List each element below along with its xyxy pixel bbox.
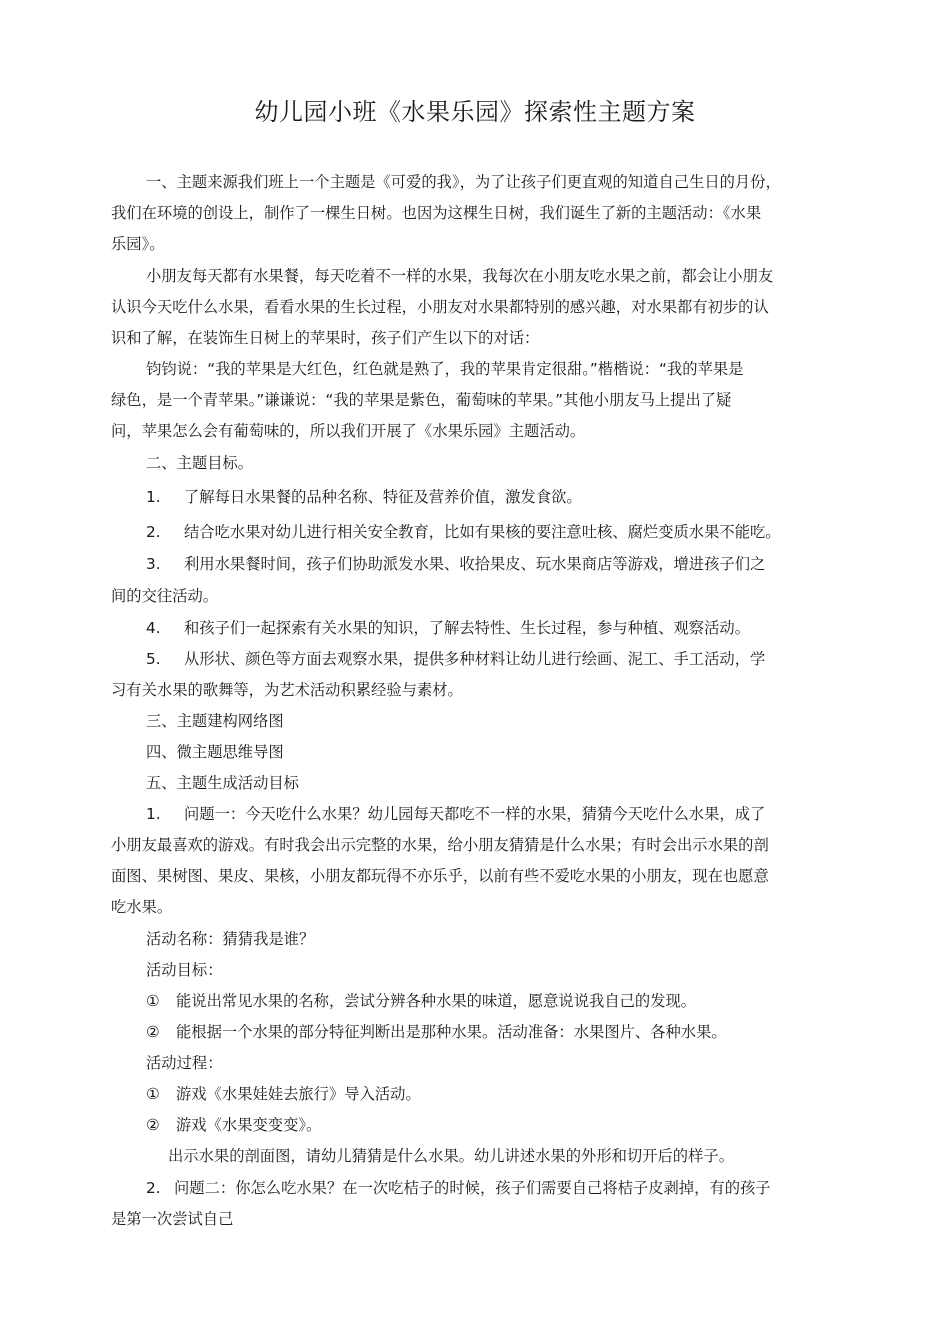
paragraph-line: 问，苹果怎么会有葡萄味的，所以我们开展了《水果乐园》主题活动。	[111, 422, 586, 440]
process-text: 游戏《水果变变变》。	[176, 1116, 322, 1134]
section-heading: 三、主题建构网络图	[146, 712, 284, 730]
activity-goal-label: 活动目标：	[146, 961, 223, 979]
paragraph-line: 是第一次尝试自己	[111, 1210, 234, 1228]
paragraph-line: 小朋友每天都有水果餐，每天吃着不一样的水果，我每次在小朋友吃水果之前，都会让小朋友	[146, 267, 774, 285]
goal-number: 4.	[146, 619, 161, 637]
process-item	[146, 1115, 321, 1135]
question-number: 2.	[146, 1179, 161, 1197]
goal-text: 利用水果餐时间，孩子们协助派发水果、收拾果皮、玩水果商店等游戏，增进孩子们之	[184, 555, 766, 573]
process-label: 活动过程：	[146, 1054, 223, 1072]
process-item	[146, 1084, 421, 1104]
paragraph-line: 绿色，是一个青苹果。”谦谦说：“我的苹果是紫色，葡萄味的苹果。”其他小朋友马上提出了疑	[111, 391, 732, 409]
goal-text: 结合吃水果对幼儿进行相关安全教育，比如有果核的要注意吐核、腐烂变质水果不能吃。	[184, 523, 781, 541]
circled-number: ②	[146, 1023, 160, 1041]
paragraph-line: 小朋友最喜欢的游戏。有时我会出示完整的水果，给小朋友猜猜是什么水果；有时会出示水果的剖	[111, 836, 769, 854]
circled-number: ①	[146, 1085, 160, 1103]
paragraph-line: 我们在环境的创设上，制作了一棵生日树。也因为这棵生日树，我们诞生了新的主题活动：《水果	[111, 204, 762, 222]
question-item	[146, 804, 765, 824]
circled-number: ①	[146, 992, 160, 1010]
paragraph-line: 钧钧说：“我的苹果是大红色，红色就是熟了，我的苹果肯定很甜。”楷楷说：“我的苹果是	[146, 360, 744, 378]
goal-number: 5.	[146, 650, 161, 668]
paragraph-line: 识和了解，在装饰生日树上的苹果时，孩子们产生以下的对话：	[111, 329, 540, 347]
section-heading: 二、主题目标。	[146, 454, 254, 472]
circled-number: ②	[146, 1116, 160, 1134]
process-note: 出示水果的剖面图，请幼儿猜猜是什么水果。幼儿讲述水果的外形和切开后的样子。	[168, 1147, 734, 1165]
paragraph-line: 面图、果树图、果皮、果核，小朋友都玩得不亦乐乎，以前有些不爱吃水果的小朋友，现在也愿意	[111, 867, 769, 885]
activity-goal-text: 能说出常见水果的名称，尝试分辨各种水果的味道，愿意说说我自己的发现。	[176, 992, 697, 1010]
paragraph-line: 乐园》。	[111, 235, 165, 253]
activity-name: 活动名称：猜猜我是谁？	[146, 930, 315, 948]
goal-text: 了解每日水果餐的品种名称、特征及营养价值，激发食欲。	[184, 488, 582, 506]
question-number: 1.	[146, 805, 161, 823]
goal-item	[146, 618, 750, 638]
goal-text: 和孩子们一起探索有关水果的知识，了解去特性、生长过程，参与种植、观察活动。	[184, 619, 750, 637]
section-heading: 四、微主题思维导图	[146, 743, 284, 761]
activity-goal-text: 能根据一个水果的部分特征判断出是那种水果。活动准备：水果图片、各种水果。	[176, 1023, 727, 1041]
question-text: 问题一：今天吃什么水果？幼儿园每天都吃不一样的水果，猜猜今天吃什么水果，成了	[184, 805, 766, 823]
document-title: 幼儿园小班《水果乐园》探索性主题方案	[254, 98, 696, 126]
goal-number: 3.	[146, 555, 161, 573]
process-text: 游戏《水果娃娃去旅行》导入活动。	[176, 1085, 421, 1103]
question-item	[146, 1178, 771, 1198]
goal-text-continued: 间的交往活动。	[111, 587, 219, 605]
goal-item	[146, 487, 582, 507]
activity-goal-item	[146, 991, 696, 1011]
section-heading: 五、主题生成活动目标	[146, 774, 299, 792]
goal-number: 2.	[146, 523, 161, 541]
paragraph-line: 吃水果。	[111, 898, 173, 916]
paragraph-line: 认识今天吃什么水果，看看水果的生长过程，小朋友对水果都特别的感兴趣，对水果都有初步的认	[111, 298, 769, 316]
activity-goal-item	[146, 1022, 727, 1042]
goal-text-continued: 习有关水果的歌舞等，为艺术活动积累经验与素材。	[111, 681, 463, 699]
goal-item	[146, 649, 765, 669]
paragraph-line: 一、主题来源我们班上一个主题是《可爱的我》，为了让孩子们更直观的知道自己生日的月份，	[146, 173, 781, 191]
goal-text: 从形状、颜色等方面去观察水果，提供多种材料让幼儿进行绘画、泥工、手工活动，学	[184, 650, 766, 668]
goal-item	[146, 554, 765, 574]
question-text: 问题二：你怎么吃水果？在一次吃桔子的时候，孩子们需要自己将桔子皮剥掉，有的孩子	[174, 1179, 771, 1197]
goal-item	[146, 522, 781, 542]
goal-number: 1.	[146, 488, 161, 506]
